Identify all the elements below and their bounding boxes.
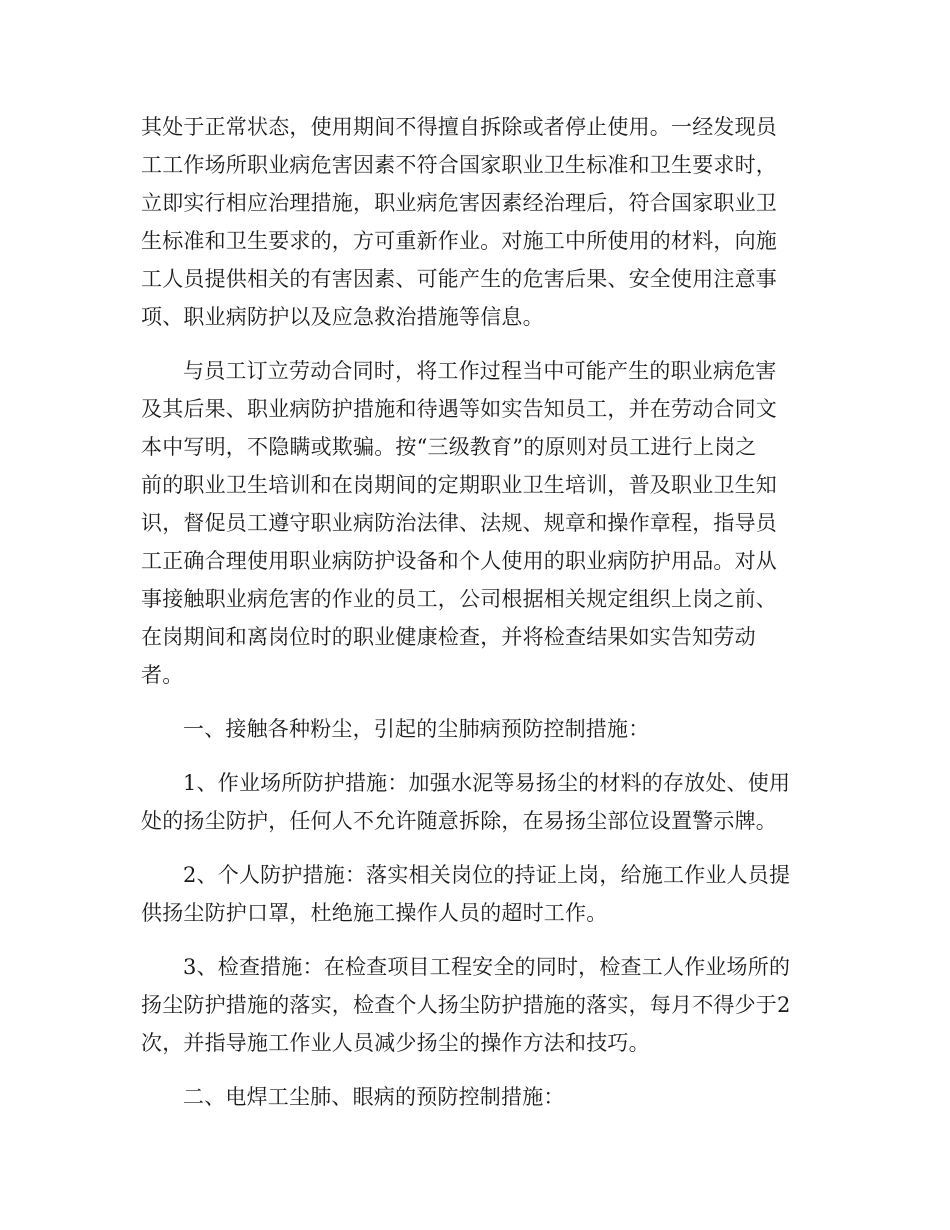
- text-line: 1、作业场所防护措施：加强水泥等易扬尘的材料的存放处、使用: [183, 771, 791, 795]
- text-line: 立即实行相应治理措施，职业病危害因素经治理后，符合国家职业卫: [141, 191, 777, 215]
- text-line: 本中写明，不隐瞒或欺骗。按“三级教育”的原则对员工进行上岗之: [141, 435, 757, 459]
- text-line: 工工作场所职业病危害因素不符合国家职业卫生标准和卫生要求时，: [141, 153, 777, 177]
- paragraph-2: [141, 352, 809, 694]
- text-line: 工人员提供相关的有害因素、可能产生的危害后果、安全使用注意事: [141, 267, 777, 291]
- text-line: 前的职业卫生培训和在岗期间的定期职业卫生培训，普及职业卫生知: [141, 473, 777, 497]
- text-line: 者。: [141, 663, 184, 687]
- section-heading-1: [141, 710, 809, 748]
- text-line: 及其后果、职业病防护措施和待遇等如实告知员工，并在劳动合同文: [141, 397, 777, 421]
- text-line: 2、个人防护措施：落实相关岗位的持证上岗，给施工作业人员提: [183, 863, 791, 887]
- paragraph-item-3: [141, 948, 809, 1062]
- text-line: 3、检查措施：在检查项目工程安全的同时，检查工人作业场所的: [183, 955, 791, 979]
- text-line: 在岗期间和离岗位时的职业健康检查，并将检查结果如实告知劳动: [141, 625, 756, 649]
- text-line: 项、职业病防护以及应急救治措施等信息。: [141, 305, 544, 329]
- text-line: 次，并指导施工作业人员减少扬尘的操作方法和技巧。: [141, 1031, 650, 1055]
- text-line: 识，督促员工遵守职业病防治法律、法规、规章和操作章程，指导员: [141, 511, 777, 535]
- text-line: 供扬尘防护口罩，杜绝施工操作人员的超时工作。: [141, 901, 608, 925]
- paragraph-item-2: [141, 856, 809, 932]
- document-body: [141, 108, 809, 1132]
- text-line: 与员工订立劳动合同时，将工作过程当中可能产生的职业病危害: [183, 359, 777, 383]
- text-line: 扬尘防护措施的落实，检查个人扬尘防护措施的落实，每月不得少于2: [141, 993, 791, 1017]
- text-line: 生标准和卫生要求的，方可重新作业。对施工中所使用的材料，向施: [141, 229, 777, 253]
- text-line: 处的扬尘防护，任何人不允许随意拆除，在易扬尘部位设置警示牌。: [141, 809, 777, 833]
- section-heading-2: [141, 1078, 809, 1116]
- text-line: 工正确合理使用职业病防护设备和个人使用的职业病防护用品。对从: [141, 549, 777, 573]
- paragraph-1: [141, 108, 809, 336]
- paragraph-item-1: [141, 764, 809, 840]
- heading-line: 二、电焊工尘肺、眼病的预防控制措施：: [183, 1085, 565, 1109]
- text-line: 事接触职业病危害的作业的员工，公司根据相关规定组织上岗之前、: [141, 587, 777, 611]
- heading-line: 一、接触各种粉尘，引起的尘肺病预防控制措施：: [183, 717, 650, 741]
- text-line: 其处于正常状态，使用期间不得擅自拆除或者停止使用。一经发现员: [141, 115, 777, 139]
